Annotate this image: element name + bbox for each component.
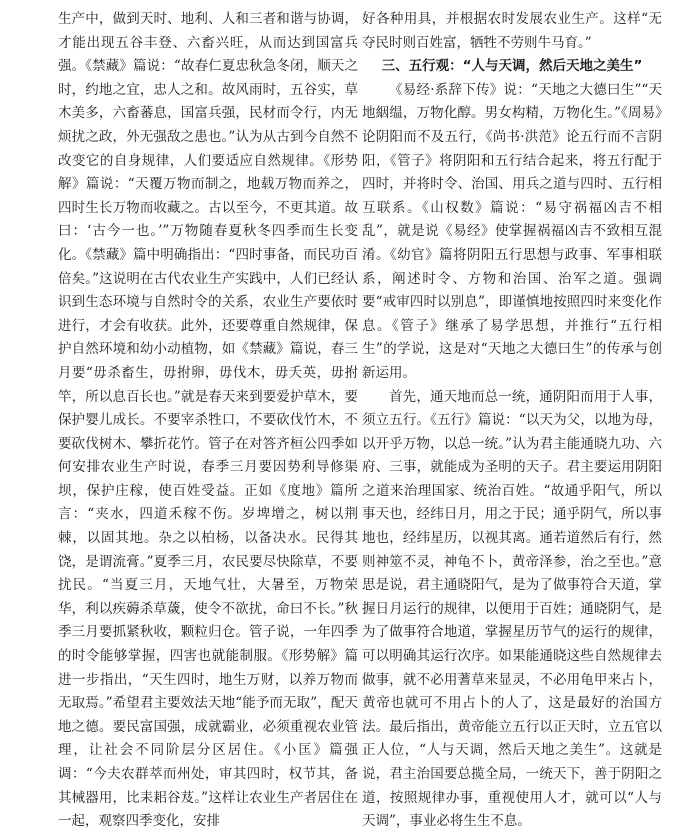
body-paragraph: 生产中，做到天时、地利、人和三者和谐与协调，才能出现五谷丰登、六畜兴旺，从而达到国富兵强。《禁藏》篇说：“故春仁夏忠秋急冬闭，顺天之时，约地之宜，忠人之和。故风雨时，五谷实，草木美多，六畜蕃息，国富兵强，民材而令行，内无烦扰之政，外无强敌之患也。”认为从古到今自然不改变它的自身规律，人们要适应自然规律。《形势解》篇说：“天覆万物而制之，地载万物而养之，四时生长万物而收藏之。古以至今，不更其道。故曰：‘古今一也。’”万物随春夏秋冬四季而生长变化。《禁藏》篇中明确指出：“四时事备，而民功百倍矣。”这说明在古代农业生产实践中，人们已经认识到生态环境与自然时令的关系，农业生产要依时进行，才会有收获。此外，还要尊重自然规律，保护自然环境和幼小动植物，如《禁藏》篇说，春三月要“毋杀畜生，毋拊卵，毋伐木，毋夭英，毋拊竿，所以息百长也。”就是春天来到要爱护草木，要保护婴儿成长。不要宰杀牲口，不要砍伐竹木，不要砍伐树木、攀折花竹。管子在对答齐桓公四季如何安排农业生产时说，春季三月要因势利导修渠坝，保护庄稼，使百姓受益。正如《度地》篇所言：“夹水，四道禾稼不伤。岁埤增之，树以荆棘，以固其地。杂之以柏杨，以备决水。民得其饶，是谓流膏。”夏季三月，农民要尽快除草，不要扰民。“当夏三月，天地气壮，大暑至，万物荣华，利以疾薅杀草薉，使令不欲扰，命曰不长。”秋季三月要抓紧秋收，颗粒归仓。管子说，一年四季的时令能够掌握，四害也就能制服。《形势解》篇进一步指出，“天生四时，地生万财，以养万物而无取焉。”希望君主要效法天地“能予而无取”，配天地之德。要民富国强，成就霸业，必须重视农业管理，让社会不同阶层分区居住。《小匡》篇强调：“今夫农群萃而州处，审其四时，权节其，备其械器用，比耒耜谷芨。”这样让农业生产者居住在一起，观察四季变化，安排 [58,11,358,830]
right-column [362,8,662,834]
section-heading: 三、五行观：“人与天调，然后天地之美生” [381,58,643,75]
left-column [58,8,358,834]
body-paragraph: 《易经·系辞下传》说：“天地之大德曰生”“天地絪缊，万物化醇。男女构精，万物化生。”《周易》论阴阳而不及五行，《尚书·洪范》论五行而不言阴阳，《管子》将阴阳和五行结合起来，将五行配于四时，并将时令、治国、用兵之道与四时、五行相互联系。《山权数》篇说：“易守祸福凶吉不相乱”，就是说《易经》使掌握祸福凶吉不致相互混淆。《幼官》篇将阴阳五行思想与政事、军事相联系，阐述时令、方物和治国、治军之道。强调要“戒审四时以别息”，即谨慎地按照四时来变化作息。《管子》继承了易学思想，并推行“五行相生”的学说，这是对“天地之大德曰生”的传承与创新运用。 [362,81,662,381]
body-paragraph: 首先，通天地而总一统，通阴阳而用于人事，须立五行。《五行》篇说：“以天为父，以地为母，以开乎万物，以总一统。”认为君主能通晓九功、六府、三事，就能成为圣明的天子。君主要运用阴阳之道来治理国家、统治百姓。“故通乎阳气，所以事天也，经纬日月，用之于民；通乎阴气，所以事地也，经纬星历，以视其离。通若道然后有行，然则神筮不灵，神龟不卜，黄帝泽参，治之至也。”意思是说，君主通晓阳气，是为了做事符合天道，掌握日月运行的规律，以便用于百姓；通晓阴气，是为了做事符合地道，掌握星历节气的运行的规律，可以明确其运行次序。如果能通晓这些自然规律去做事，就不必用蓍草来显灵，不必用龟甲来占卜，黄帝也就可不用占卜的人了，这是最好的治国方法。最后指出，黄帝能立五行以正天时，立五官以正人位，“人与天调，然后天地之美生”。这就是说，君主治国要总揽全局，一统天下，善于阴阳之道，按照规律办事，重视使用人才，就可以“人与天调”，事业必将生生不息。 [362,388,662,830]
body-paragraph: 好各种用具，并根据农时发展农业生产。这样“无夺民时则百姓富，牺牲不劳则牛马育。” [362,11,662,51]
